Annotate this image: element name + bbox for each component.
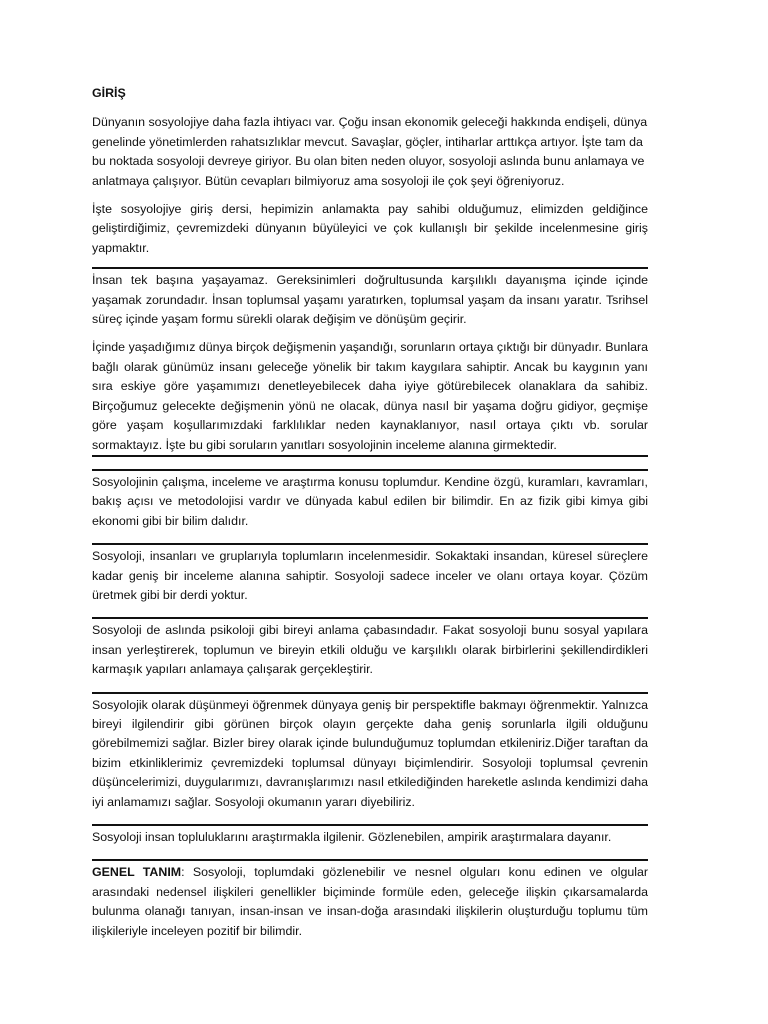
paragraph-change: İçinde yaşadığımız dünya birçok değişmenin yaşandığı, sorunların ortaya çıktığı bir dünyadır. Bunlara bağlı olarak günümüz insanı geleceğe yönelik bir takım kaygılara sahiptir. Ancak bu kaygının yanı sıra eskiye göre yaşamımızı denetleyebilecek daha iyiye götürebilecek olanaklara da sahibiz. Birçoğumuz gelecekte değişmenin yönü ne olacak, dünya nasıl bir yaşama doğru gidiyor, geçmişe göre yaşam koşullarımızdaki farklılıklar neden kaynaklanıyor, nasıl ortaya çıktı vb. sorular sormaktayız. İşte bu gibi soruların yanıtları sosyolojinin inceleme alanına girmektedir.	[92, 338, 648, 456]
section-divider	[92, 267, 648, 269]
section-divider	[92, 859, 648, 861]
paragraph-subject: Sosyolojinin çalışma, inceleme ve araştırma konusu toplumdur. Kendine özgü, kuramları, kavramları, bakış açısı ve metodolojisi vardır ve dünyada kabul edilen bir bilimdir. En az fizik gibi kimya gibi ekonomi gibi bir bilim dalıdır.	[92, 474, 648, 528]
paragraph-intro-2: İşte sosyolojiye giriş dersi, hepimizin anlamakta pay sahibi olduğumuz, elimizden geldiğince geliştirdiğimiz, çevremizdeki dünyanın büyüleyici ve çok kullanışlı bir şekilde incelenmesine giriş yapmaktır.	[92, 202, 648, 255]
paragraph-definition	[92, 863, 648, 941]
paragraph-society: İnsan tek başına yaşayamaz. Gereksinimleri doğrultusunda karşılıklı dayanışma içinde içinde yaşamak zorundadır. İnsan toplumsal yaşamı yaratırken, toplumsal yaşam da insanı yaratır. Tsrihsel süreç içinde yaşam formu sürekli olarak değişim ve dönüşüm geçirir.	[92, 273, 648, 327]
paragraph-intro-1: Dünyanın sosyolojiye daha fazla ihtiyacı var. Çoğu insan ekonomik geleceği hakkında endişeli, dünya genelinde yönetimlerden rahatsızlıklar mevcut. Savaşlar, göçler, intiharlar arttıkça artıyor. İşte tam da bu noktada sosyoloji devreye giriyor. Bu olan biten neden oluyor, sosyoloji aslında bunu anlamaya ve anlatmaya çalışıyor. Bütün cevapları bilmiyoruz ama sosyoloji ile çok şeyi öğreniyoruz.	[92, 115, 648, 188]
page-title: GİRİŞ	[92, 86, 126, 100]
paragraph-groups: Sosyoloji, insanları ve gruplarıyla toplumların incelenmesidir. Sokaktaki insandan, küresel süreçlere kadar geniş bir inceleme alanına sahiptir. Sosyoloji sadece inceler ve olanı ortaya koyar. Çözüm üretmek gibi bir derdi yoktur.	[92, 549, 648, 602]
section-divider	[92, 543, 648, 545]
definition-label: GENEL TANIM	[92, 865, 182, 880]
paragraph-empirical: Sosyoloji insan topluluklarını araştırmakla ilgilenir. Gözlenebilen, ampirik araştırmalara dayanır.	[92, 830, 612, 844]
definition-text: : Sosyoloji, toplumdaki gözlenebilir ve nesnel olguları konu edinen ve olgular arasındaki nedensel ilişkileri genellikler biçiminde formüle eden, geleceğe ilişkin çıkarsamalarda bulunma olanağı tanıyan, insan-insan ve insan-doğa arasındaki ilişkilerin oluşturduğu toplumu tüm ilişkileriyle inceleyen pozitif bir bilimdir.	[92, 865, 648, 938]
section-divider	[92, 824, 648, 826]
section-divider	[92, 692, 648, 694]
section-divider	[92, 617, 648, 619]
section-divider	[92, 469, 648, 471]
paragraph-individual: Sosyoloji de aslında psikoloji gibi bireyi anlama çabasındadır. Fakat sosyoloji bunu sosyal yapılara insan yerleştirerek, toplumun ve bireyin etkili olduğu ve karşılıklı olarak birbirlerini şekillendirdikleri karmaşık yapıları anlamaya çalışarak gerçekleştirir.	[92, 623, 648, 677]
document-page	[92, 84, 648, 950]
paragraph-perspective: Sosyolojik olarak düşünmeyi öğrenmek dünyaya geniş bir perspektifle bakmayı öğrenmektir. Yalnızca bireyi ilgilendirir gibi görünen birçok olayın gerçekte daha geniş sorunlarla ilgili olduğunu görebilmemizi sağlar. Bizler birey olarak içinde bulunduğumuz toplumdan etkileniriz.Diğer taraftan da bizim etkinliklerimiz çevremizdeki toplumsal dünyayı biçimlendirir. Sosyoloji toplumsal çevrenin düşüncelerimizi, duygularımızı, davranışlarımızı nasıl etkilediğinden hareketle aslında kendimizi daha iyi anlamamızı sağlar. Sosyoloji okumanın yararı diyebiliriz.	[92, 697, 648, 809]
